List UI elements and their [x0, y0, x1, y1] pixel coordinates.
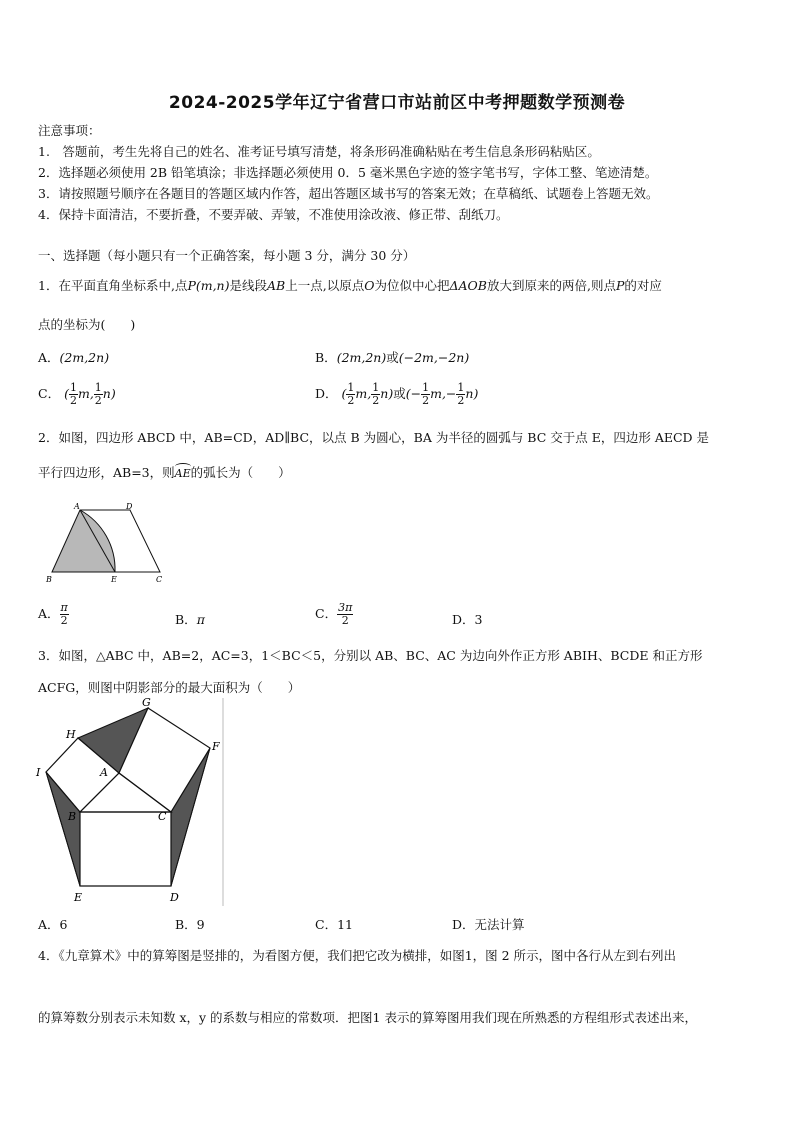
q2-label-e: E [111, 575, 117, 584]
q3-label-c: C [158, 810, 167, 823]
q1-option-d[interactable]: D． ( $\frac{1}{2}$ m, $\frac{1}{2}$ n)或(− $\frac{1}{2}$ m,− $\frac{1}{2}$ n) [315, 381, 479, 407]
q3-label-b: B [68, 810, 77, 823]
q2-stem-line1: 2．如图，四边形 ABCD 中，AB=CD，AD∥BC，以点 B 为圆心，BA 为半径的圆弧与 BC 交于点 E，四边形 AECD 是 [38, 430, 710, 445]
q3-label-a: A [100, 766, 108, 779]
q3-label-e: E [74, 891, 83, 904]
q3-square-bcde [80, 812, 171, 886]
q2-stem-line2: 平行四边形，AB=3，则AE的弧长为（ ） [38, 465, 291, 480]
note-item-2: 2．选择题必须使用 2B 铅笔填涂；非选择题必须使用 0．5 毫米黑色字迹的签字笔书写，字体工整、笔迹清楚。 [38, 165, 658, 180]
section-heading: 一、选择题（每小题只有一个正确答案，每小题 3 分，满分 30 分） [38, 248, 416, 263]
q3-label-d: D [170, 891, 179, 904]
q3-option-a[interactable]: A．6 [38, 917, 68, 932]
q2-label-a: A [74, 502, 80, 511]
q1-option-a[interactable]: A．(2m,2n) [38, 350, 110, 365]
q3-option-d[interactable]: D．无法计算 [452, 917, 525, 932]
q3-stem-line1: 3．如图，△ABC 中，AB=2，AC=3，1＜BC＜5，分别以 AB、BC、AC 为边向外作正方形 ABIH、BCDE 和正方形 [38, 648, 703, 663]
q3-figure [30, 696, 230, 906]
note-item-1: 1. 答题前，考生先将自己的姓名、准考证号填写清楚，将条形码准确粘贴在考生信息条形码粘贴区。 [38, 144, 600, 159]
q3-option-b[interactable]: B．9 [175, 917, 205, 932]
q2-option-b[interactable]: B．π [175, 612, 205, 627]
q1-stem-line2: 点的坐标为( ) [38, 317, 136, 332]
q1-option-c[interactable]: C． ( $\frac{1}{2}$ m, $\frac{1}{2}$ n) [38, 381, 116, 407]
q3-label-f: F [212, 740, 220, 753]
q3-option-c[interactable]: C．11 [315, 917, 353, 932]
q2-label-c: C [156, 575, 163, 584]
q4-stem-line1: 4．《九章算术》中的算筹图是竖排的，为看图方便，我们把它改为横排，如图1，图 2 所示，图中各行从左到右列出 [38, 948, 677, 963]
q2-label-d: D [126, 502, 133, 511]
q2-option-d[interactable]: D．3 [452, 612, 483, 627]
q2-label-b: B [46, 575, 52, 584]
note-item-3: 3．请按照题号顺序在各题目的答题区域内作答，超出答题区域书写的答案无效；在草稿纸、试题卷上答题无效。 [38, 186, 659, 201]
q1-stem-line1: 1．在平面直角坐标系中,点P(m,n)是线段AB上一点,以原点O为位似中心把ΔAOB放大到原来的两倍,则点P的对应 [38, 278, 662, 293]
arc-ae-symbol: AE [174, 467, 191, 480]
q3-label-h: H [66, 728, 76, 741]
q2-option-a[interactable]: A． $\frac{\pi}{2}$ [38, 601, 68, 627]
q3-label-g: G [142, 696, 151, 709]
page-title: 2024-2025学年辽宁省营口市站前区中考押题数学预测卷 [168, 93, 626, 113]
q3-label-i: I [36, 766, 41, 779]
q2-option-c[interactable]: C． $\frac{3\pi}{2}$ [315, 601, 353, 627]
q1-option-b[interactable]: B．(2m,2n)或(−2m,−2n) [315, 350, 470, 365]
q4-stem-line2: 的算筹数分别表示未知数 x，y 的系数与相应的常数项．把图1 表示的算筹图用我们现在所熟悉的方程组形式表述出来， [38, 1010, 697, 1025]
q3-stem-line2: ACFG，则图中阴影部分的最大面积为（ ） [38, 680, 301, 695]
q2-figure [40, 500, 170, 588]
note-item-4: 4．保持卡面清洁，不要折叠，不要弄破、弄皱，不准使用涂改液、修正带、刮纸刀。 [38, 207, 509, 222]
notes-heading: 注意事项： [38, 123, 101, 138]
q2-shaded-sector [52, 510, 115, 572]
